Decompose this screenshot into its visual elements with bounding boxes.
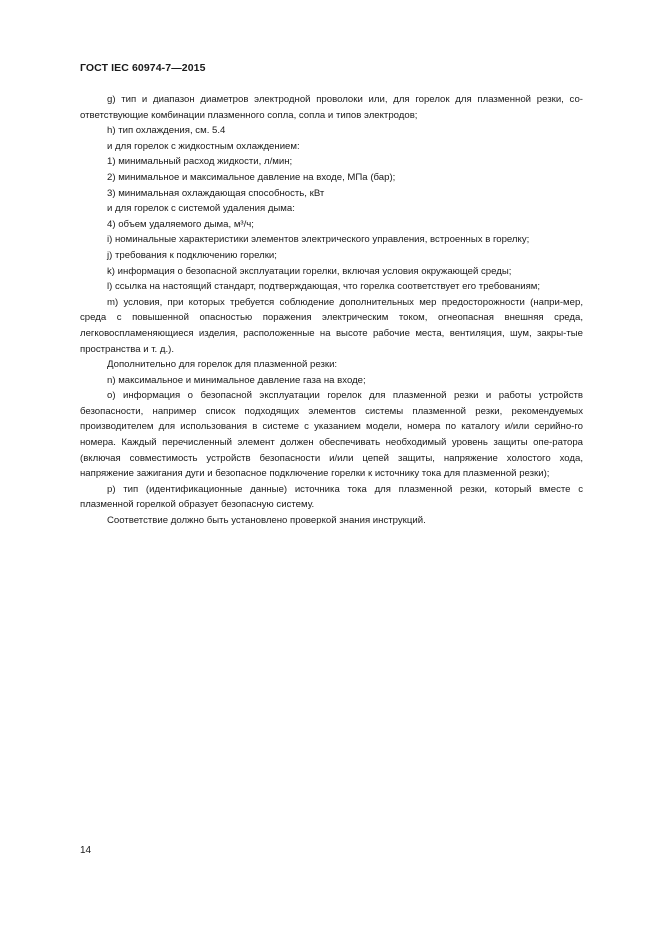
item-p: р) тип (идентификационные данные) источника тока для плазменной резки, который вместе с плазменной горелкой образует безопасную систему.	[80, 483, 583, 511]
item-k: k) информация о безопасной эксплуатации горелки, включая условия окружающей среды;	[107, 265, 512, 277]
document-header: ГОСТ IEC 60974-7—2015	[80, 62, 206, 74]
plasma-cutting-intro: Дополнительно для горелок для плазменной резки:	[107, 359, 338, 371]
fume-extraction-intro: и для горелок с системой удаления дыма:	[107, 203, 295, 215]
item-j: j) требования к подключению горелки;	[107, 249, 277, 261]
item-i: i) номинальные характеристики элементов электрического управления, встроенных в горелку;	[107, 234, 530, 246]
item-m: m) условия, при которых требуется соблюдение дополнительных мер предосторожности (напри-мер, среда с повышенной опасностью поражения электрическим током, огнеопасная внешняя среда, легковоспламеняющиеся изделия, расположенные на высоте рабочие места, вентиляция, шум, закры-тые пространства и т. д.).	[80, 296, 583, 355]
document-body	[80, 92, 583, 529]
cooling-capacity-item: 3) минимальная охлаждающая способность, кВт	[107, 187, 325, 199]
item-n: n) максимальное и минимальное давление газа на входе;	[107, 374, 366, 386]
fume-volume-item: 4) объем удаляемого дыма, м³/ч;	[107, 218, 254, 230]
item-g: g) тип и диапазон диаметров электродной проволоки или, для горелок для плазменной резки, со-ответствующие комбинации плазменного сопла, сопла и типов электродов;	[80, 94, 583, 121]
liquid-flow-item: 1) минимальный расход жидкости, л/мин;	[107, 156, 293, 168]
item-o: о) информация о безопасной эксплуатации горелок для плазменной резки и работы устройств безопасности, например список подходящих элементов системы плазменной резки, рекомендуемых производителем для использования в системе с указанием модели, номера по каталогу и/или серийно-го номера. Каждый перечисленный элемент должен обеспечивать необходимый уровень защиты опе-ратора (включая совместимость устройств безопасности и/или цепей защиты, напряжение холостого хода, напряжение зажигания дуги и безопасное подключение горелки к источнику тока для плазменной резки);	[80, 390, 583, 480]
inlet-pressure-item: 2) минимальное и максимальное давление на входе, МПа (бар);	[107, 171, 396, 183]
page-number: 14	[80, 845, 92, 856]
item-h: h) тип охлаждения, см. 5.4	[107, 125, 226, 137]
item-l: l) ссылка на настоящий стандарт, подтверждающая, что горелка соответствует его требованиям;	[107, 281, 541, 293]
liquid-cooling-intro: и для горелок с жидкостным охлаждением:	[107, 140, 300, 152]
compliance-statement: Соответствие должно быть установлено проверкой знания инструкций.	[107, 515, 426, 527]
